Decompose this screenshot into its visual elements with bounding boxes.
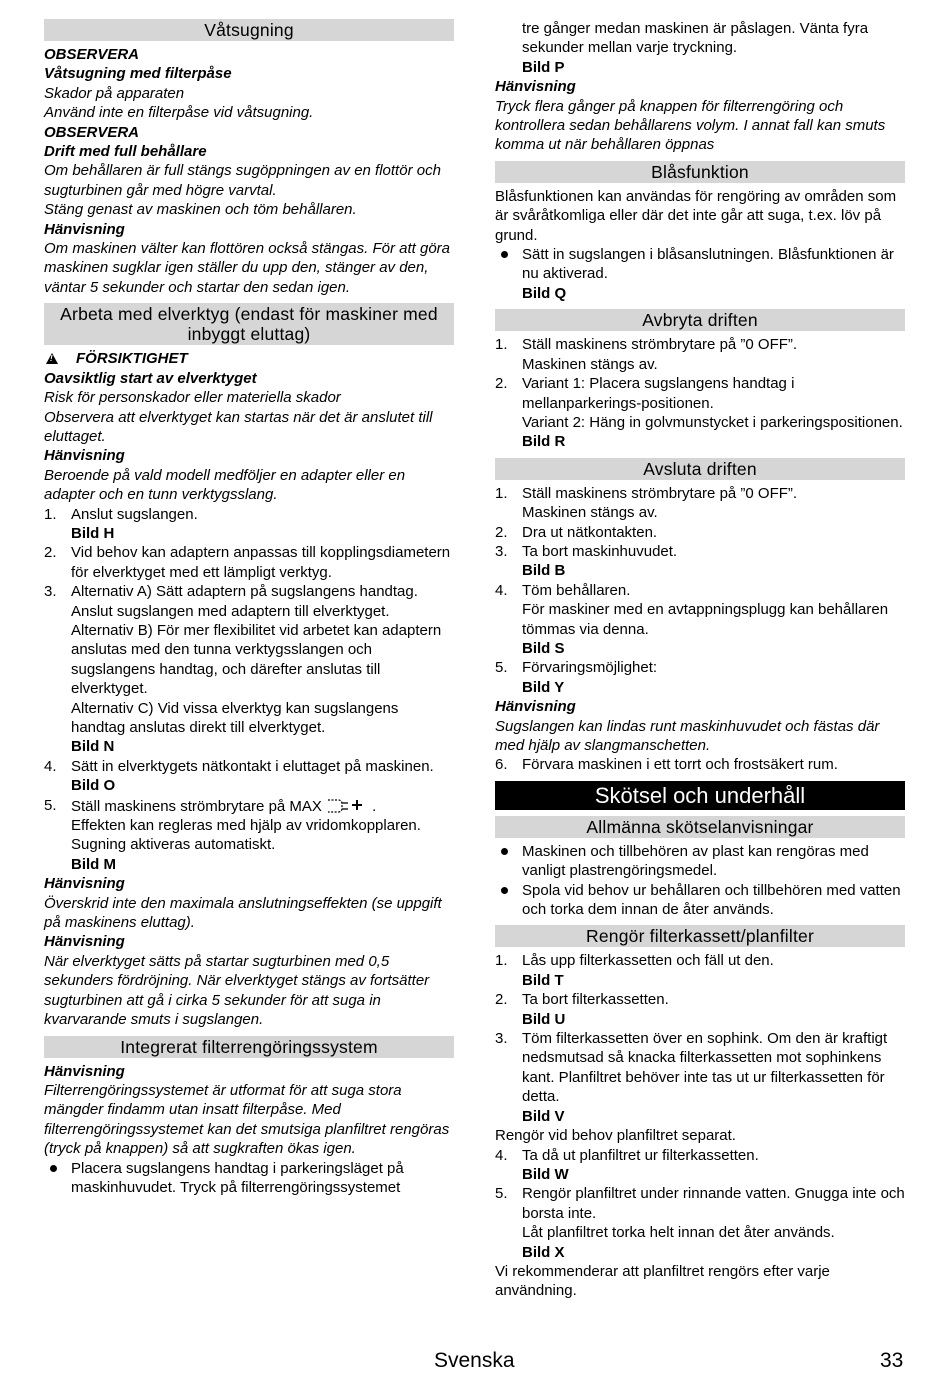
section-heading-allmanna: Allmänna skötselanvisningar: [495, 816, 905, 838]
step-number: 4.: [495, 1146, 508, 1164]
figure-ref: Bild T: [522, 971, 564, 989]
step-text: Alternativ B) För mer flexibilitet vid arbetet kan adaptern anslutas med den tunna verktygsslangen och sugslangens handtag, och därefter anslutas till elverktyget.: [71, 621, 442, 698]
step-text: Sätt in elverktygets nätkontakt i eluttaget på maskinen.: [71, 757, 434, 775]
notice-text: Skador på apparaten: [44, 84, 185, 102]
section-heading-avbryta: Avbryta driften: [495, 309, 905, 331]
step-number: 1.: [495, 952, 508, 970]
figure-ref: Bild W: [522, 1165, 569, 1183]
note-label: Hänvisning: [44, 1062, 125, 1080]
figure-ref: Bild V: [522, 1107, 565, 1125]
figure-ref: Bild P: [522, 58, 565, 76]
step-text: Variant 1: Placera sugslangens handtag i mellanparkerings-positionen.: [522, 375, 795, 412]
step-text: För maskiner med en avtappningsplugg kan behållaren tömmas via denna.: [522, 601, 889, 638]
figure-ref: Bild U: [522, 1010, 566, 1028]
step-text: Lås upp filterkassetten och fäll ut den.: [522, 952, 774, 970]
note-text: Beroende på vald modell medföljer en adapter eller en adapter och en tunn verktygsslang.: [44, 466, 406, 504]
step-text: Maskinen stängs av.: [522, 504, 658, 522]
caution-text: Observera att elverktyget kan startas när det är anslutet till eluttaget.: [44, 408, 433, 445]
max-power-plug-icon: [326, 796, 368, 814]
note-text: Tryck flera gånger på knappen för filterrengöring och kontrollera sedan behållarens volym. I annat fall kan smuts komma ut när behållaren öppnas: [495, 97, 886, 154]
bullet-text: Placera sugslangens handtag i parkeringsläget på maskinhuvudet. Tryck på filterrengöringssystemet: [71, 1159, 404, 1196]
step-text: Variant 2: Häng in golvmunstycket i parkeringspositionen.: [522, 413, 903, 431]
list-item: [44, 582, 454, 757]
list-item: [495, 951, 905, 990]
list-item: [44, 505, 454, 544]
list-item: [495, 1029, 905, 1126]
step-text: Alternativ A) Sätt adaptern på sugslangens handtag. Anslut sugslangen med adaptern till elverktyget.: [71, 583, 418, 620]
list-item: [495, 755, 905, 774]
list-item: [495, 990, 905, 1029]
section-heading-rengor-filter: Rengör filterkassett/planfilter: [495, 925, 905, 947]
list-item: [495, 1146, 905, 1185]
figure-ref: Bild H: [71, 524, 115, 542]
left-column: [44, 19, 454, 1197]
notice-heading: Våtsugning med filterpåse: [44, 65, 232, 83]
list-item: [495, 374, 905, 452]
step-number: 1.: [495, 484, 508, 502]
caution-text: Risk för personskador eller materiella skador: [44, 389, 341, 407]
step-text: Rengör planfiltret under rinnande vatten. Gnugga inte och borsta inte.: [522, 1185, 905, 1222]
list-item: [44, 796, 454, 875]
note-label: Hänvisning: [44, 447, 125, 465]
figure-ref: Bild Y: [522, 678, 565, 696]
notice-label: OBSERVERA: [44, 123, 140, 141]
list-item: [44, 543, 454, 582]
step-text: Ta bort filterkassetten.: [522, 991, 669, 1009]
note-text: Sugslangen kan lindas runt maskinhuvudet och fästas där med hjälp av slangmanschetten.: [495, 717, 880, 754]
figure-ref: Bild S: [522, 639, 565, 657]
figure-ref: Bild X: [522, 1243, 565, 1261]
step-text: Maskinen stängs av.: [522, 355, 658, 373]
step-number: 2.: [495, 523, 508, 541]
chapter-heading-skotsel: Skötsel och underhåll: [495, 781, 905, 810]
step-number: 3.: [44, 583, 57, 601]
step-text: Töm filterkassetten över en sophink. Om den är kraftigt nedsmutsad så knacka filterkassetten mot sophinkens kant. Planfiltret behöver inte tas ut ur filterkassetten för detta.: [522, 1030, 888, 1106]
list-item: [495, 245, 905, 303]
figure-ref: Bild B: [522, 562, 566, 580]
step-text: Ställ maskinens strömbrytare på ”0 OFF”.: [522, 484, 798, 502]
step-text: Ställ maskinens strömbrytare på ”0 OFF”.: [522, 336, 798, 354]
step-text: Alternativ C) Vid vissa elverktyg kan sugslangens handtag anslutas direkt till elverktyget.: [71, 699, 399, 736]
caution-line: [44, 349, 454, 368]
step-text: Låt planfiltret torka helt innan det åter används.: [522, 1224, 835, 1242]
step-text: Sugning aktiveras automatiskt.: [71, 836, 276, 854]
step-number: 1.: [495, 336, 508, 354]
bullet-icon: [50, 1165, 57, 1172]
step-number: 3.: [495, 542, 508, 560]
step-text: Vid behov kan adaptern anpassas till kopplingsdiametern för elverktyget med ett lämpligt verktyg.: [71, 544, 451, 581]
section-heading-filterrengoring: Integrerat filterrengöringssystem: [44, 1036, 454, 1058]
note-label: Hänvisning: [495, 698, 576, 716]
warning-triangle-icon: [46, 353, 58, 364]
bullet-icon: [501, 251, 508, 258]
section-heading-avsluta: Avsluta driften: [495, 458, 905, 480]
step-number: 1.: [44, 505, 57, 523]
notice-label: OBSERVERA: [44, 46, 140, 63]
step-text: Ta då ut planfiltret ur filterkassetten.: [522, 1146, 759, 1164]
step-text: Ställ maskinens strömbrytare på MAX: [71, 797, 322, 815]
figure-ref: Bild O: [71, 777, 116, 795]
section-heading-elverktyg: Arbeta med elverktyg (endast för maskiner med inbyggt eluttag): [44, 303, 454, 345]
bullet-text: Maskinen och tillbehören av plast kan rengöras med vanligt plastrengöringsmedel.: [522, 842, 869, 880]
list-item: [495, 581, 905, 659]
figure-ref: Bild M: [71, 855, 116, 873]
step-text: Töm behållaren.: [522, 581, 631, 599]
step-number: 5.: [44, 796, 57, 814]
note-text: När elverktyget sätts på startar sugturbinen med 0,5 sekunders fördröjning. När elverktyget stängs av fortsätter sugturbinen att gå i cirka 5 sekunder för att suga in kvarvarande smuts i sugslangen.: [44, 952, 430, 1029]
section-heading-blasfunktion: Blåsfunktion: [495, 161, 905, 183]
list-item: [495, 335, 905, 374]
step-text: Ta bort maskinhuvudet.: [522, 542, 678, 560]
continued-text: tre gånger medan maskinen är påslagen. Vänta fyra sekunder mellan varje tryckning.: [522, 20, 869, 57]
section-heading-vatsugning: Våtsugning: [44, 19, 454, 41]
step-number: 4.: [495, 581, 508, 599]
caution-heading: Oavsiktlig start av elverktyget: [44, 369, 257, 387]
note-text: Filterrengöringssystemet är utformat för att suga stora mängder findamm utan insatt filterpåse. Med filterrengöringssystemet kan det smutsiga planfiltret rengöras (tryck på knappen) så att sugkraften ökas igen.: [44, 1081, 450, 1158]
list-item: [495, 542, 905, 581]
body-text: Rengör vid behov planfiltret separat.: [495, 1127, 736, 1145]
step-text: Förvaringsmöjlighet:: [522, 659, 658, 677]
note-label: Hänvisning: [495, 78, 576, 96]
step-text: Dra ut nätkontakten.: [522, 523, 658, 541]
bullet-icon: [501, 848, 508, 855]
bullet-text: Spola vid behov ur behållaren och tillbehören med vatten och torka dem innan de åter används.: [522, 881, 901, 919]
notice-text: Om behållaren är full stängs sugöppningen av en flottör och sugturbinen går med högre varvtal.: [44, 162, 441, 199]
list-item: [495, 881, 905, 920]
list-item: [495, 658, 905, 697]
step-number: 4.: [44, 757, 57, 775]
step-text: Anslut sugslangen.: [71, 505, 198, 523]
figure-ref: Bild N: [71, 738, 115, 756]
body-text: Vi rekommenderar att planfiltret rengörs efter varje användning.: [495, 1262, 830, 1300]
page-number: 33: [880, 1349, 904, 1372]
step-text: .: [372, 797, 377, 815]
note-label: Hänvisning: [44, 220, 125, 238]
step-number: 2.: [44, 544, 57, 562]
step-number: 2.: [495, 991, 508, 1009]
list-item: [495, 1184, 905, 1262]
list-item: [495, 484, 905, 523]
footer-language: Svenska: [434, 1349, 515, 1372]
list-item: [495, 842, 905, 881]
bullet-icon: [501, 887, 508, 894]
list-item: [44, 1159, 454, 1198]
step-number: 2.: [495, 375, 508, 393]
caution-label: FÖRSIKTIGHET: [76, 350, 188, 368]
note-text: Överskrid inte den maximala anslutningseffekten (se uppgift på maskinens eluttag).: [44, 894, 442, 932]
step-number: 5.: [495, 659, 508, 677]
step-number: 3.: [495, 1030, 508, 1048]
notice-text: Stäng genast av maskinen och töm behållaren.: [44, 201, 357, 219]
step-text: Effekten kan regleras med hjälp av vridomkopplaren.: [71, 817, 421, 835]
figure-ref: Bild R: [522, 433, 566, 451]
step-number: 5.: [495, 1185, 508, 1203]
body-text: Blåsfunktionen kan användas för rengöring av områden som är svåråtkomliga eller där det inte går att suga, t.ex. löv på grund.: [495, 187, 897, 244]
note-label: Hänvisning: [44, 933, 125, 951]
list-item: [495, 523, 905, 542]
note-label: Hänvisning: [44, 875, 125, 893]
list-item: [44, 757, 454, 796]
right-column: [495, 19, 905, 1301]
notice-heading: Drift med full behållare: [44, 143, 207, 161]
figure-ref: Bild Q: [522, 284, 567, 302]
step-text: Förvara maskinen i ett torrt och frostsäkert rum.: [522, 756, 838, 774]
note-text: Om maskinen välter kan flottören också stängas. För att göra maskinen sugklar igen ställer du upp den, stänger av den, väntar 5 sekunder och startar den sedan igen.: [44, 240, 451, 296]
bullet-text: Sätt in sugslangen i blåsanslutningen. Blåsfunktionen är nu aktiverad.: [522, 246, 894, 283]
step-number: 6.: [495, 756, 508, 774]
notice-text: Använd inte en filterpåse vid våtsugning.: [44, 104, 314, 122]
